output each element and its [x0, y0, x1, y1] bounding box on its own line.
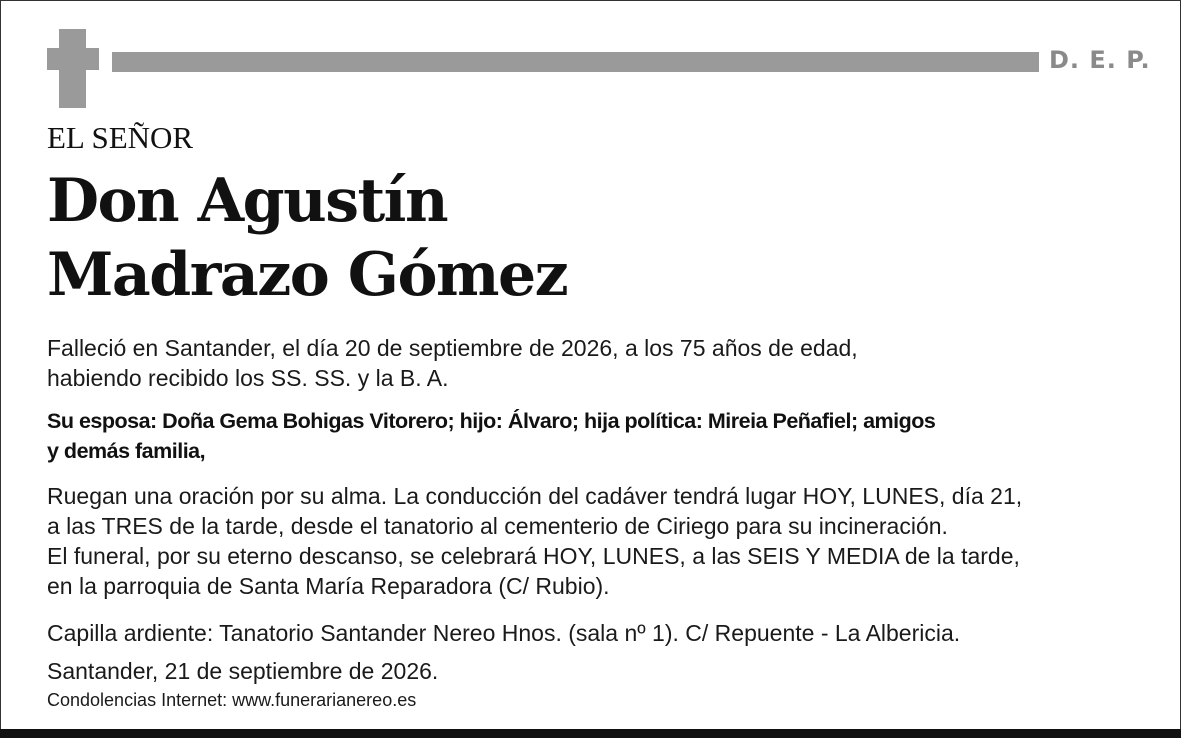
death-notice	[47, 333, 858, 393]
family-line-2: y demás familia,	[47, 439, 206, 463]
service-line-2: a las TRES de la tarde, desde el tanatorio al cementerio de Ciriego para su incineración.	[47, 513, 948, 539]
service-line-1: Ruegan una oración por su alma. La conducción del cadáver tendrá lugar HOY, LUNES, día 21,	[47, 483, 1023, 509]
header-rule	[112, 52, 1039, 72]
chapel-info: Capilla ardiente: Tanatorio Santander Nereo Hnos. (sala nº 1). C/ Repuente - La Albericia.	[47, 620, 961, 646]
deceased-name	[47, 164, 567, 312]
name-line-1: Don Agustín	[47, 166, 448, 236]
death-line-2: habiendo recibido los SS. SS. y la B. A.	[47, 365, 449, 391]
cross-horizontal	[47, 48, 99, 70]
name-line-2: Madrazo Gómez	[47, 240, 568, 310]
place-date: Santander, 21 de septiembre de 2026.	[47, 658, 439, 684]
dep-label: D. E. P.	[1049, 46, 1151, 74]
service-details	[47, 481, 1022, 601]
family-list	[47, 406, 935, 466]
death-line-1: Falleció en Santander, el día 20 de septiembre de 2026, a los 75 años de edad,	[47, 335, 858, 361]
condolences-link: Condolencias Internet: www.funerarianereo.es	[47, 690, 417, 710]
bottom-border	[0, 729, 1181, 738]
service-line-4: en la parroquia de Santa María Reparadora (C/ Rubio).	[47, 573, 610, 599]
service-line-3: El funeral, por su eterno descanso, se celebrará HOY, LUNES, a las SEIS Y MEDIA de la tarde,	[47, 543, 1020, 569]
honorific-title: EL SEÑOR	[47, 120, 194, 155]
family-line-1: Su esposa: Doña Gema Bohigas Vitorero; hijo: Álvaro; hija política: Mireia Peñafiel; amigos	[47, 409, 936, 433]
